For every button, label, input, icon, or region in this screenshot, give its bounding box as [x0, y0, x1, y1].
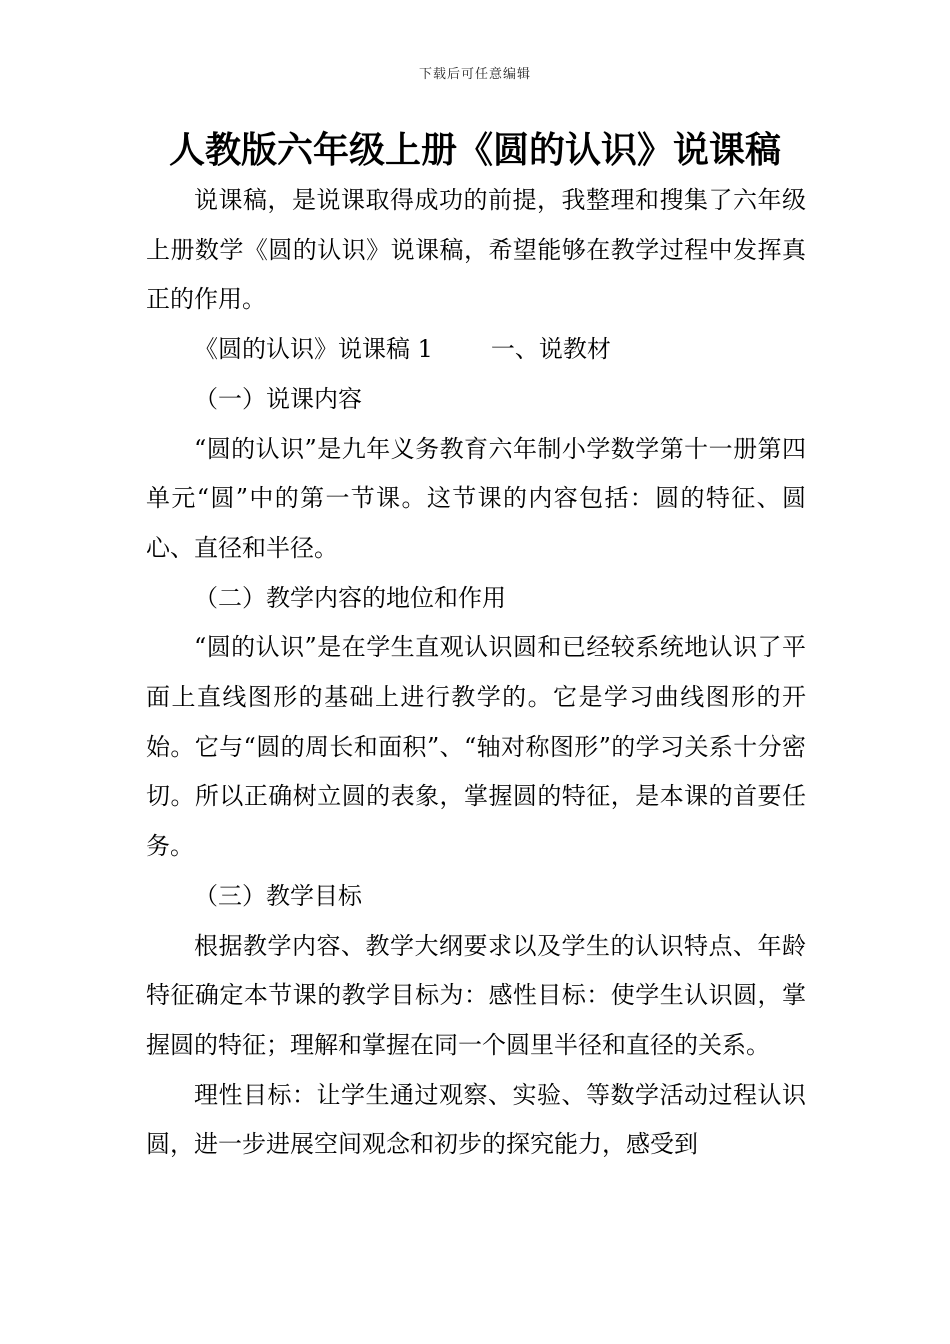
intro-paragraph: 说课稿，是说课取得成功的前提，我整理和搜集了六年级上册数学《圆的认识》说课稿，希望能够在教学过程中发挥真正的作用。 [146, 186, 806, 314]
section-heading: 一、说教材 [490, 335, 611, 364]
page-header: 下载后可任意编辑 [418, 67, 531, 82]
content-paragraph: “圆的认识”是九年义务教育六年制小学数学第十一册第四单元“圆”中的第一节课。这节课的内容包括：圆的特征、圆心、直径和半径。 [146, 434, 806, 562]
subheading-goals: （三）教学目标 [194, 881, 362, 910]
goals-paragraph: 根据教学内容、教学大纲要求以及学生的认识特点、年龄特征确定本节课的教学目标为：感性目标：使学生认识圆，掌握圆的特征；理解和掌握在同一个圆里半径和直径的关系。 [146, 931, 806, 1059]
subheading-content: （一）说课内容 [194, 384, 362, 413]
section-heading-line [146, 325, 806, 375]
rational-goals-paragraph: 理性目标：让学生通过观察、实验、等数学活动过程认识圆，进一步进展空间观念和初步的探究能力，感受到 [146, 1080, 806, 1159]
document-body [146, 176, 806, 1170]
document-title: 人教版六年级上册《圆的认识》说课稿 [168, 129, 781, 171]
section-label: 《圆的认识》说课稿 1 [194, 335, 433, 364]
subheading-role: （二）教学内容的地位和作用 [194, 583, 506, 612]
role-paragraph: “圆的认识”是在学生直观认识圆和已经较系统地认识了平面上直线图形的基础上进行教学的。它是学习曲线图形的开始。它与“圆的周长和面积”、“轴对称图形”的学习关系十分密切。所以正确树立圆的表象，掌握圆的特征，是本课的首要任务。 [146, 633, 806, 861]
